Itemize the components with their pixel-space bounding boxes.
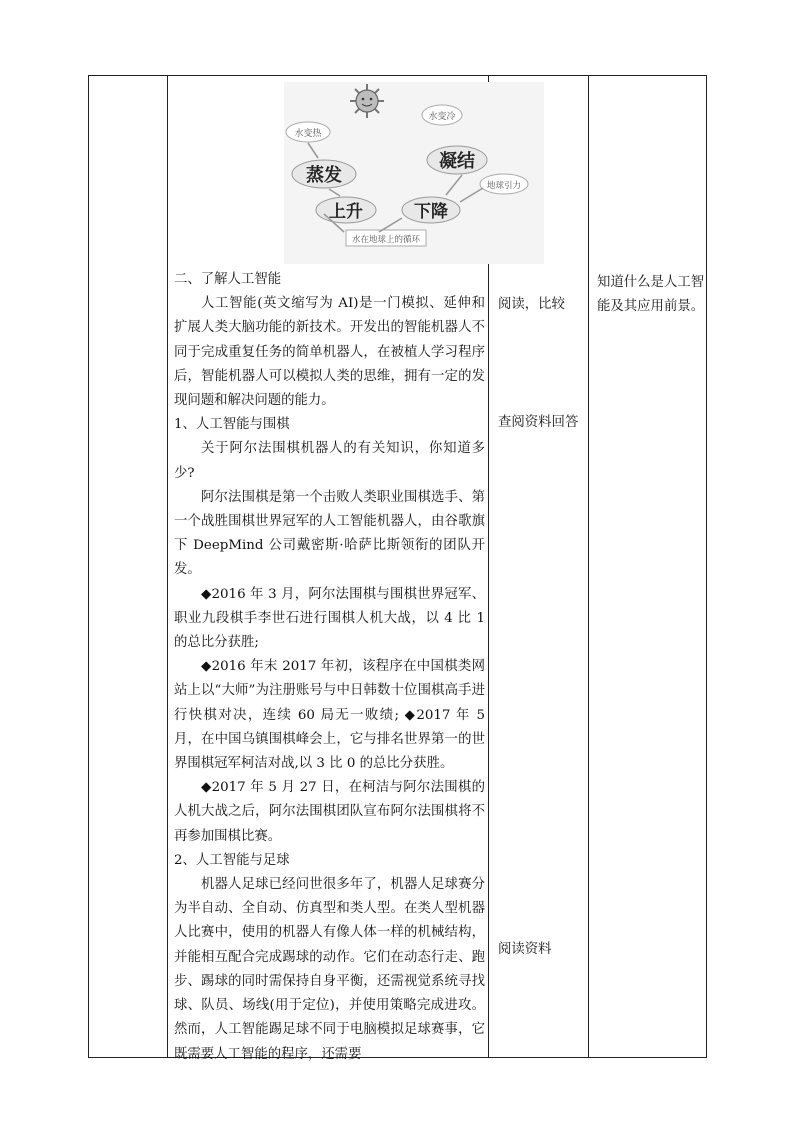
paragraph: ◆2016 年末 2017 年初，该程序在中国棋类网站上以“大师”为注册账号与中日韩数十位围棋高手进行快棋对决，连续 60 局无一败绩; ◆2017 年 5 月，在中国乌镇围棋峰会上，它与排名世界第一的世界围棋冠军柯洁对战,以 3 比 0 的总比分获胜。 — [174, 659, 485, 772]
activity-label: 查阅资料回答 — [498, 415, 579, 430]
intro-paragraph: 人工智能(英文缩写为 AI)是一门模拟、延伸和扩展人类大脑功能的新技术。开发出的智能机器人不同于完成重复任务的简单机器人，在被植人学习程序后，智能机器人可以模拟人类的思维，拥有一定的发现问题和解决问题的能力。 — [174, 296, 485, 409]
paragraph: ◆2017 年 5 月 27 日，在柯洁与阿尔法围棋的人机大战之后，阿尔法围棋团队宣布阿尔法围棋将不再参加围棋比赛。 — [174, 780, 485, 844]
hot-label: 水变热 — [294, 129, 322, 139]
paragraph: 阿尔法围棋是第一个击败人类职业围棋选手、第一个战胜围棋世界冠军的人工智能机器人，由谷歌旗下 DeepMind 公司戴密斯·哈萨比斯领衔的团队开发。 — [174, 489, 485, 578]
subsection-title: 2、人工智能与足球 — [174, 852, 290, 868]
sun-icon — [350, 84, 384, 118]
rise-label: 上升 — [329, 202, 363, 222]
condense-label: 凝结 — [439, 151, 475, 172]
stage-column — [89, 76, 167, 1057]
intent-text: 知道什么是人工智能及其应用前景。 — [597, 275, 705, 314]
subsection-title: 1、人工智能与围棋 — [174, 417, 290, 433]
content-text — [174, 268, 485, 1067]
paragraph: 机器人足球已经问世很多年了，机器人足球赛分为半自动、全自动、仿真型和类人型。在类人型机器人比赛中，使用的机器人有像人体一样的机械结构，并能相互配合完成踢球的动作。它们在动态行走、跑步、踢球的同时需保持自身平衡，还需视觉系统寻找球、队员、场线(用于定位)，并使用策略完成进攻。 然而，人工智能踢足球不同于电脑模拟足球赛事，它既需要人工智能的程序，还需要 — [174, 877, 485, 1062]
question-paragraph: 关于阿尔法围棋机器人的有关知识，你知道多少? — [174, 441, 485, 481]
design-intent-column — [590, 76, 707, 1057]
activity-label: 阅读，比较 — [498, 297, 565, 312]
cold-label: 水变冷 — [428, 112, 456, 122]
activity-label: 阅读资料 — [498, 942, 552, 957]
section-title: 二、了解人工智能 — [174, 272, 282, 287]
column-divider — [167, 76, 168, 1057]
gravity-label: 地球引力 — [486, 181, 522, 191]
paragraph: ◆2016 年 3 月，阿尔法围棋与围棋世界冠军、职业九段棋手李世石进行围棋人机大战，以 4 比 1 的总比分获胜; — [174, 586, 485, 651]
lesson-table — [88, 75, 707, 1062]
student-activity-column — [490, 76, 589, 1057]
fall-label: 下降 — [414, 202, 448, 222]
evaporate-label: 蒸发 — [306, 165, 342, 186]
teaching-content-column — [169, 76, 522, 1062]
figure-caption: 水在地球上的循环 — [351, 235, 421, 245]
